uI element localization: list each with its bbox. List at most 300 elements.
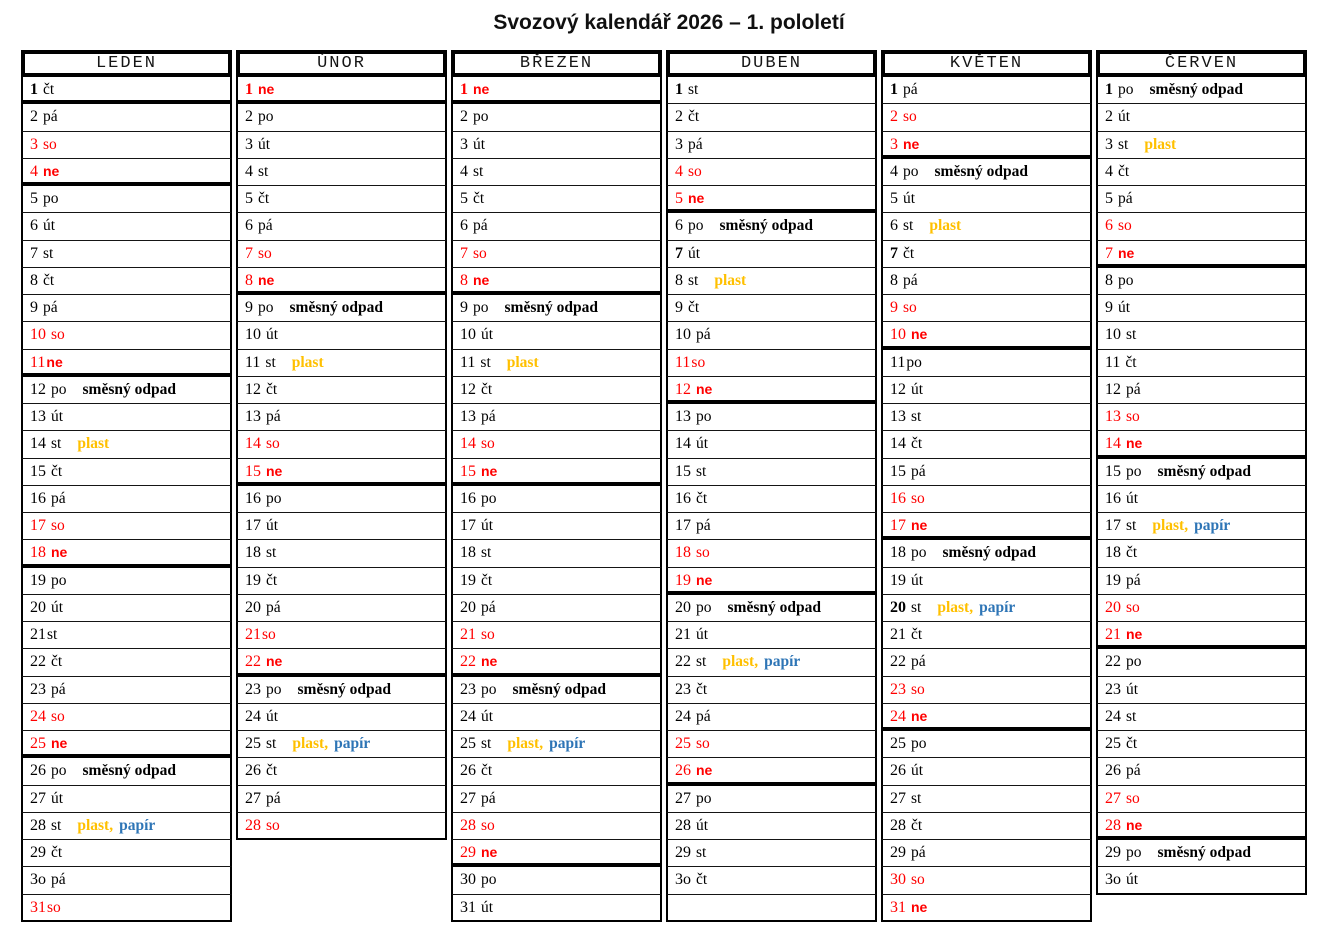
day-number: 31 xyxy=(890,898,906,916)
day-cell xyxy=(21,241,232,268)
day-cell xyxy=(881,595,1092,622)
waste-note-plast: plast, xyxy=(77,816,114,834)
waste-note-smesny: směsný odpad xyxy=(1149,81,1243,98)
day-number: 19 xyxy=(245,571,261,589)
day-abbrev: út xyxy=(688,244,701,262)
day-number: 26 xyxy=(1105,762,1121,780)
day-cell xyxy=(666,132,877,159)
day-number: 2 xyxy=(675,108,683,126)
day-abbrev: ne xyxy=(481,653,498,670)
day-number: 4 xyxy=(30,162,38,180)
day-cell xyxy=(666,322,877,349)
day-cell xyxy=(236,132,447,159)
day-abbrev: po xyxy=(43,190,59,207)
waste-note-smesny: směsný odpad xyxy=(1157,462,1251,480)
day-abbrev: so xyxy=(481,435,495,453)
day-abbrev: pá xyxy=(688,135,703,153)
day-number: 21 xyxy=(890,626,906,643)
day-number: 26 xyxy=(30,762,46,780)
day-abbrev: út xyxy=(266,517,279,534)
day-cell xyxy=(1096,677,1307,704)
day-cell xyxy=(1096,622,1307,649)
month-column-leden xyxy=(21,50,232,922)
day-cell xyxy=(1096,213,1307,240)
day-cell xyxy=(21,786,232,813)
day-abbrev: po xyxy=(473,108,489,126)
day-cell xyxy=(881,731,1092,758)
day-cell xyxy=(881,268,1092,295)
day-abbrev: pá xyxy=(903,271,918,289)
day-cell xyxy=(451,622,662,649)
day-cell xyxy=(236,568,447,595)
day-cell xyxy=(1096,540,1307,567)
day-abbrev: pá xyxy=(43,108,58,126)
day-number: 9 xyxy=(890,299,898,316)
day-number: 2 xyxy=(1105,108,1113,126)
day-abbrev: pá xyxy=(1118,190,1133,207)
day-number: 10 xyxy=(675,326,691,344)
day-abbrev: ne xyxy=(1126,816,1143,833)
day-cell xyxy=(1096,350,1307,377)
day-abbrev: so xyxy=(47,898,61,916)
day-number: 3 xyxy=(675,135,683,153)
day-cell xyxy=(236,159,447,186)
month-column-březen xyxy=(451,50,662,922)
day-abbrev: st xyxy=(51,435,62,453)
day-number: 3 xyxy=(890,135,898,153)
day-number: 23 xyxy=(460,680,476,698)
day-abbrev: út xyxy=(911,762,924,780)
day-number: 22 xyxy=(890,653,906,671)
day-cell xyxy=(451,677,662,704)
day-abbrev: čt xyxy=(696,489,708,507)
day-number: 12 xyxy=(675,380,691,398)
day-number: 5 xyxy=(890,190,898,207)
day-number: 25 xyxy=(460,735,476,752)
day-abbrev: pá xyxy=(266,408,281,425)
day-abbrev: po xyxy=(481,680,497,698)
day-cell xyxy=(21,731,232,758)
day-abbrev: ne xyxy=(911,707,928,724)
day-abbrev: pá xyxy=(481,408,496,425)
day-abbrev: po xyxy=(51,571,67,589)
day-abbrev: pá xyxy=(1126,380,1141,398)
day-cell xyxy=(1096,377,1307,404)
day-abbrev: st xyxy=(1118,135,1129,153)
day-cell xyxy=(666,104,877,131)
day-number: 6 xyxy=(1105,217,1113,235)
day-abbrev: so xyxy=(696,544,710,562)
day-abbrev: so xyxy=(51,517,65,534)
day-abbrev: čt xyxy=(1126,544,1138,562)
day-cell xyxy=(21,758,232,785)
day-cell xyxy=(236,77,447,104)
day-abbrev: po xyxy=(906,353,922,371)
day-cell xyxy=(881,213,1092,240)
day-cell xyxy=(236,595,447,622)
waste-note-plast: plast, xyxy=(1152,517,1189,534)
day-number: 24 xyxy=(890,707,906,725)
day-number: 15 xyxy=(245,462,261,480)
day-cell xyxy=(666,867,877,894)
day-number: 1 xyxy=(245,81,253,98)
day-number: 7 xyxy=(890,244,898,262)
day-abbrev: út xyxy=(1118,299,1131,316)
day-number: 26 xyxy=(245,762,261,780)
day-abbrev: ne xyxy=(1126,435,1143,452)
day-number: 11 xyxy=(245,353,261,371)
day-cell xyxy=(881,568,1092,595)
day-number: 14 xyxy=(1105,435,1121,453)
day-abbrev: čt xyxy=(266,380,278,398)
day-number: 4 xyxy=(245,162,253,180)
waste-note-plast: plast xyxy=(1144,135,1177,153)
day-cell xyxy=(21,377,232,404)
day-cell xyxy=(451,649,662,676)
day-abbrev: čt xyxy=(43,81,55,98)
day-abbrev: čt xyxy=(473,190,485,207)
day-number: 24 xyxy=(460,707,476,725)
day-number: 11 xyxy=(1105,353,1121,371)
day-number: 17 xyxy=(675,517,691,534)
day-number: 5 xyxy=(1105,190,1113,207)
day-number: 9 xyxy=(245,299,253,316)
day-number: 19 xyxy=(890,571,906,589)
day-cell xyxy=(21,840,232,867)
day-abbrev: so xyxy=(481,626,495,643)
day-abbrev: ne xyxy=(688,190,705,206)
day-abbrev: ne xyxy=(1118,244,1135,261)
waste-note-plast: plast xyxy=(291,353,324,371)
day-abbrev: čt xyxy=(696,871,708,889)
day-number: 1 xyxy=(675,81,683,98)
day-number: 15 xyxy=(1105,462,1121,480)
day-cell xyxy=(451,840,662,867)
day-cell xyxy=(881,758,1092,785)
day-abbrev: út xyxy=(1126,489,1139,507)
day-abbrev: pá xyxy=(911,462,926,480)
day-number: 23 xyxy=(1105,680,1121,698)
day-number: 8 xyxy=(460,271,468,289)
day-cell xyxy=(881,649,1092,676)
day-abbrev: st xyxy=(265,353,276,371)
day-cell xyxy=(1096,513,1307,540)
day-abbrev: so xyxy=(911,680,925,698)
day-cell xyxy=(1096,731,1307,758)
day-cell xyxy=(236,513,447,540)
day-abbrev: pá xyxy=(911,844,926,861)
day-cell xyxy=(236,404,447,431)
day-number: 18 xyxy=(30,544,46,562)
day-number: 21 xyxy=(1105,626,1121,643)
day-number: 18 xyxy=(890,544,906,562)
day-cell xyxy=(451,186,662,213)
day-cell xyxy=(881,159,1092,186)
day-number: 31 xyxy=(460,898,476,916)
day-abbrev: ne xyxy=(911,898,928,915)
day-abbrev: st xyxy=(480,353,491,371)
day-number: 26 xyxy=(890,762,906,780)
day-number: 20 xyxy=(30,598,46,616)
day-cell xyxy=(451,213,662,240)
day-number: 28 xyxy=(460,816,476,834)
day-abbrev: so xyxy=(1126,789,1140,807)
day-abbrev: čt xyxy=(688,299,700,316)
day-number: 25 xyxy=(675,735,691,752)
day-cell xyxy=(666,159,877,186)
day-abbrev: út xyxy=(481,898,494,916)
day-abbrev: st xyxy=(1126,707,1137,725)
day-number: 30 xyxy=(890,871,906,889)
day-cell xyxy=(881,540,1092,567)
day-abbrev: ne xyxy=(473,271,490,288)
day-abbrev: st xyxy=(911,598,922,616)
day-number: 6 xyxy=(245,217,253,235)
day-number: 12 xyxy=(245,380,261,398)
day-number: 26 xyxy=(460,762,476,780)
day-abbrev: pá xyxy=(258,217,273,235)
day-cell xyxy=(236,350,447,377)
day-abbrev: po xyxy=(481,871,497,889)
day-cell xyxy=(236,704,447,731)
day-number: 24 xyxy=(675,707,691,725)
day-number: 2 xyxy=(460,108,468,126)
day-abbrev: ne xyxy=(51,735,68,751)
day-cell xyxy=(451,268,662,295)
day-cell xyxy=(666,459,877,486)
day-number: 4 xyxy=(460,162,468,180)
day-abbrev: po xyxy=(266,680,282,698)
day-number: 20 xyxy=(890,598,906,616)
day-cell xyxy=(21,431,232,458)
day-abbrev: so xyxy=(1118,217,1132,235)
day-abbrev: so xyxy=(51,707,65,725)
day-abbrev: čt xyxy=(266,762,278,780)
day-cell xyxy=(666,622,877,649)
day-abbrev: so xyxy=(1126,598,1140,616)
day-number: 2 xyxy=(30,108,38,126)
month-header: KVĚTEN xyxy=(881,50,1092,77)
day-cell xyxy=(236,540,447,567)
day-cell xyxy=(21,677,232,704)
day-abbrev: so xyxy=(1126,408,1140,425)
waste-note-plast: plast, xyxy=(292,735,329,752)
day-number: 20 xyxy=(245,598,261,616)
day-abbrev: út xyxy=(51,408,64,425)
day-number: 21 xyxy=(30,626,46,643)
day-abbrev: so xyxy=(51,326,65,344)
day-cell xyxy=(21,268,232,295)
day-cell xyxy=(236,622,447,649)
day-number: 23 xyxy=(30,680,46,698)
day-abbrev: pá xyxy=(696,326,711,344)
day-abbrev: čt xyxy=(481,762,493,780)
day-cell xyxy=(666,568,877,595)
day-cell xyxy=(21,513,232,540)
month-header: LEDEN xyxy=(21,50,232,77)
day-number: 17 xyxy=(460,517,476,534)
day-cell xyxy=(881,486,1092,513)
day-cell xyxy=(1096,758,1307,785)
day-number: 2 xyxy=(890,108,898,126)
day-abbrev: čt xyxy=(1126,735,1138,752)
day-number: 28 xyxy=(675,816,691,834)
day-abbrev: čt xyxy=(43,271,55,289)
day-abbrev: pá xyxy=(481,598,496,616)
day-cell xyxy=(666,513,877,540)
day-number: 9 xyxy=(675,299,683,316)
day-abbrev: pá xyxy=(696,517,711,534)
day-abbrev: ne xyxy=(696,762,713,779)
day-abbrev: čt xyxy=(266,571,278,589)
day-abbrev: st xyxy=(903,217,914,235)
day-cell xyxy=(451,786,662,813)
waste-note-papir: papír xyxy=(1194,517,1231,534)
day-cell xyxy=(451,132,662,159)
day-cell xyxy=(21,132,232,159)
day-cell xyxy=(21,895,232,922)
day-cell xyxy=(21,159,232,186)
empty-cell xyxy=(666,895,877,922)
day-number: 28 xyxy=(1105,816,1121,834)
day-abbrev: ne xyxy=(696,380,713,397)
waste-note-papir: papír xyxy=(334,735,371,752)
day-cell xyxy=(666,677,877,704)
day-cell xyxy=(1096,704,1307,731)
day-number: 17 xyxy=(1105,517,1121,534)
waste-note-plast: plast, xyxy=(722,653,759,671)
day-cell xyxy=(881,459,1092,486)
day-number: 22 xyxy=(245,653,261,671)
day-abbrev: čt xyxy=(1125,353,1137,371)
day-abbrev: pá xyxy=(481,789,496,807)
day-cell xyxy=(1096,104,1307,131)
day-abbrev: čt xyxy=(903,244,915,262)
day-cell xyxy=(451,486,662,513)
day-number: 14 xyxy=(675,435,691,453)
day-cell xyxy=(451,459,662,486)
day-number: 14 xyxy=(460,435,476,453)
day-cell xyxy=(236,786,447,813)
day-number: 8 xyxy=(675,271,683,289)
day-number: 29 xyxy=(460,844,476,861)
day-cell xyxy=(666,186,877,213)
day-abbrev: út xyxy=(43,217,56,235)
day-abbrev: čt xyxy=(1118,162,1130,180)
day-cell xyxy=(21,486,232,513)
day-number: 7 xyxy=(30,244,38,262)
waste-note-smesny: směsný odpad xyxy=(289,299,383,316)
day-number: 14 xyxy=(890,435,906,453)
day-cell xyxy=(1096,813,1307,840)
day-cell xyxy=(666,731,877,758)
day-number: 29 xyxy=(890,844,906,861)
day-number: 19 xyxy=(460,571,476,589)
day-abbrev: út xyxy=(696,435,709,453)
day-cell xyxy=(1096,431,1307,458)
day-cell xyxy=(1096,241,1307,268)
day-cell xyxy=(451,568,662,595)
day-number: 23 xyxy=(245,680,261,698)
day-abbrev: so xyxy=(258,244,272,262)
day-number: 27 xyxy=(30,789,46,807)
waste-note-smesny: směsný odpad xyxy=(942,544,1036,562)
day-abbrev: pá xyxy=(696,707,711,725)
day-number: 7 xyxy=(675,244,683,262)
waste-note-plast: plast xyxy=(77,435,110,453)
day-number: 28 xyxy=(30,816,46,834)
month-header: ÚNOR xyxy=(236,50,447,77)
day-abbrev: st xyxy=(481,544,492,562)
day-number: 5 xyxy=(30,190,38,207)
day-number: 13 xyxy=(460,408,476,425)
day-abbrev: st xyxy=(688,271,699,289)
day-cell xyxy=(451,540,662,567)
day-cell xyxy=(21,540,232,567)
day-number: 20 xyxy=(1105,598,1121,616)
day-cell xyxy=(881,895,1092,922)
day-number: 16 xyxy=(675,489,691,507)
day-abbrev: čt xyxy=(51,462,63,480)
day-number: 23 xyxy=(675,680,691,698)
day-abbrev: pá xyxy=(266,789,281,807)
day-number: 24 xyxy=(30,707,46,725)
day-number: 12 xyxy=(30,380,46,398)
day-abbrev: út xyxy=(696,816,709,834)
day-cell xyxy=(236,104,447,131)
day-abbrev: so xyxy=(266,435,280,453)
day-cell xyxy=(881,404,1092,431)
day-abbrev: ne xyxy=(696,571,713,588)
day-number: 17 xyxy=(30,517,46,534)
day-number: 6 xyxy=(890,217,898,235)
day-number: 19 xyxy=(30,571,46,589)
day-number: 29 xyxy=(675,844,691,861)
waste-note-plast: plast xyxy=(506,353,539,371)
day-number: 11 xyxy=(30,353,46,371)
day-abbrev: út xyxy=(258,135,271,153)
day-cell xyxy=(451,159,662,186)
day-abbrev: ne xyxy=(43,162,60,179)
day-number: 3 xyxy=(460,135,468,153)
day-number: 5 xyxy=(245,190,253,207)
day-abbrev: so xyxy=(911,489,925,507)
day-cell xyxy=(881,350,1092,377)
day-cell xyxy=(236,186,447,213)
day-number: 5 xyxy=(460,190,468,207)
month-column-únor xyxy=(236,50,447,922)
day-cell xyxy=(236,649,447,676)
day-number: 10 xyxy=(30,326,46,344)
day-cell xyxy=(881,840,1092,867)
month-header: ČERVEN xyxy=(1096,50,1307,77)
day-number: 9 xyxy=(30,299,38,316)
day-cell xyxy=(881,622,1092,649)
day-abbrev: čt xyxy=(688,108,700,126)
day-abbrev: čt xyxy=(51,653,63,671)
day-number: 11 xyxy=(890,353,906,371)
day-abbrev: st xyxy=(911,408,922,425)
day-cell xyxy=(1096,295,1307,322)
day-abbrev: st xyxy=(51,816,62,834)
day-number: 9 xyxy=(1105,299,1113,316)
waste-note-papir: papír xyxy=(549,735,586,752)
month-header: DUBEN xyxy=(666,50,877,77)
day-number: 19 xyxy=(675,571,691,589)
day-cell xyxy=(1096,786,1307,813)
day-number: 25 xyxy=(1105,735,1121,752)
day-number: 3o xyxy=(30,871,46,889)
